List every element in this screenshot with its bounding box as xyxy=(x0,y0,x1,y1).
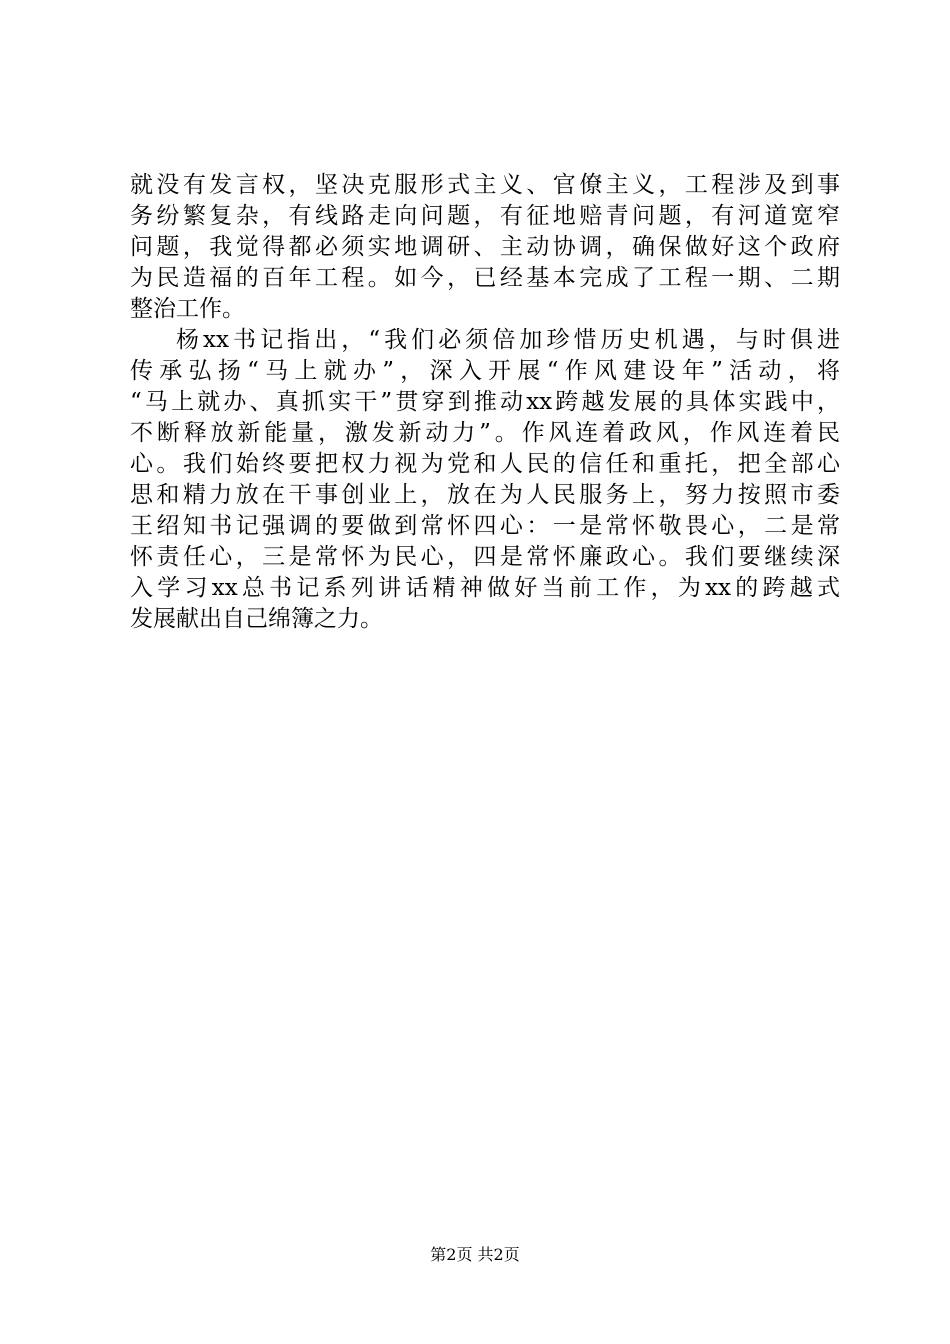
text-line: 不断释放新能量，激发新动力”。作风连着政风，作风连着民 xyxy=(130,420,840,446)
paragraph-2 xyxy=(130,325,840,635)
text-line: 王绍知书记强调的要做到常怀四心：一是常怀敬畏心，二是常 xyxy=(130,513,840,539)
text-line: 怀责任心，三是常怀为民心，四是常怀廉政心。我们要继续深 xyxy=(130,544,840,570)
document-body xyxy=(130,170,840,635)
text-line: 为民造福的百年工程。如今，已经基本完成了工程一期、二期 xyxy=(130,265,840,291)
page-footer xyxy=(0,1245,950,1265)
text-line: “马上就办、真抓实干”贯穿到推动xx跨越发展的具体实践中， xyxy=(130,389,840,415)
text-line: 就没有发言权，坚决克服形式主义、官僚主义，工程涉及到事 xyxy=(130,172,840,198)
text-line: 心。我们始终要把权力视为党和人民的信任和重托，把全部心 xyxy=(130,451,840,477)
text-line: 整治工作。 xyxy=(130,296,245,322)
text-line: 思和精力放在干事创业上，放在为人民服务上，努力按照市委 xyxy=(130,482,840,508)
text-line: 传承弘扬“马上就办”，深入开展“作风建设年”活动，将 xyxy=(130,358,840,384)
page-number-label: 第2页 共2页 xyxy=(430,1245,520,1264)
text-line: 问题，我觉得都必须实地调研、主动协调，确保做好这个政府 xyxy=(130,234,840,260)
text-line: 务纷繁复杂，有线路走向问题，有征地赔青问题，有河道宽窄 xyxy=(130,203,840,229)
text-line: 发展献出自己绵簿之力。 xyxy=(130,606,383,632)
paragraph-1 xyxy=(130,170,840,325)
text-line: 杨xx书记指出，“我们必须倍加珍惜历史机遇，与时俱进 xyxy=(176,327,840,353)
text-line: 入学习xx总书记系列讲话精神做好当前工作，为xx的跨越式 xyxy=(130,575,840,601)
